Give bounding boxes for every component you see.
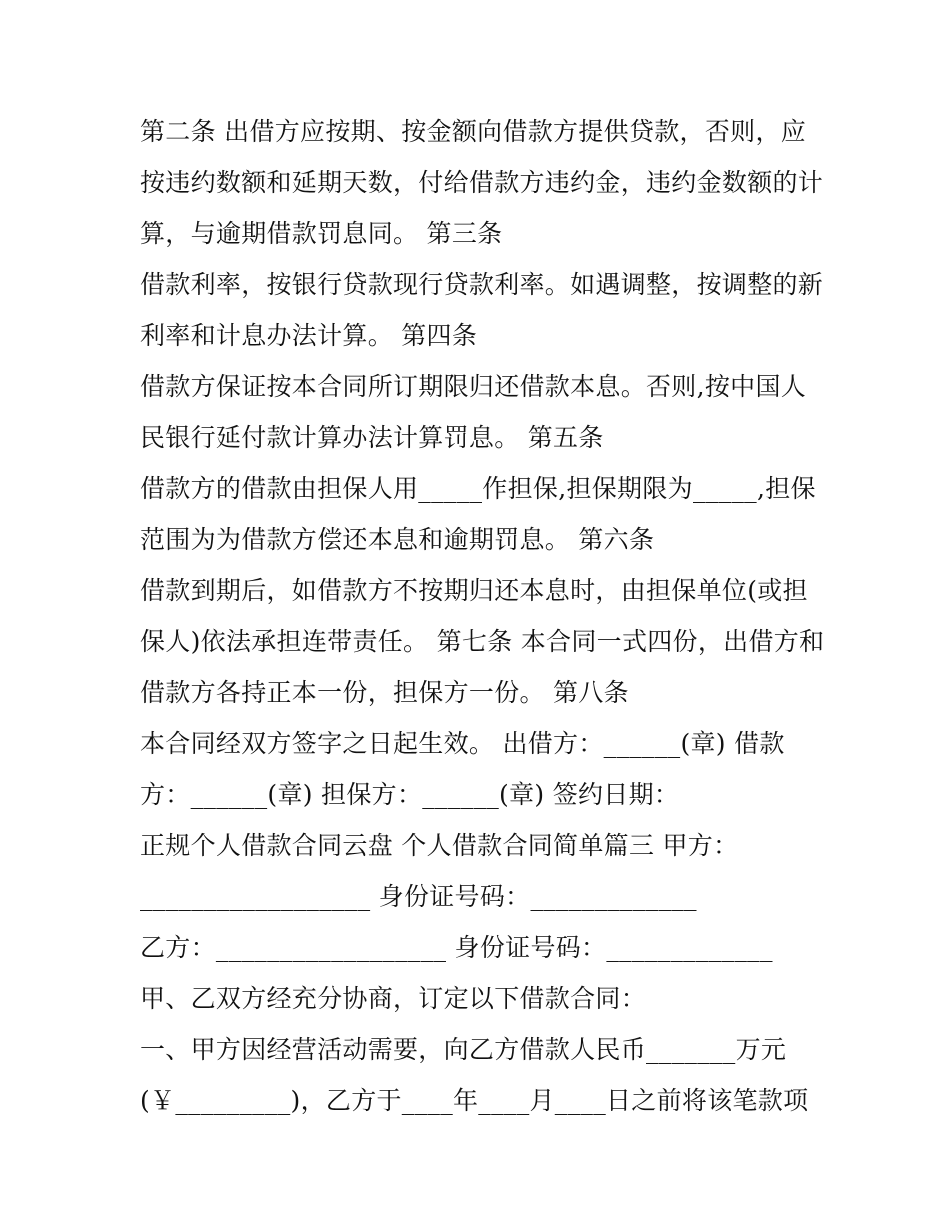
text-line: 借款到期后，如借款方不按期归还本息时，由担保单位(或担 <box>140 576 808 605</box>
text-line: __________________ 身份证号码：_____________ <box>140 882 697 911</box>
text-line: 利率和计息办法计算。 第四条 <box>140 321 478 350</box>
text-line: (￥_________)，乙方于____年____月____日之前将该笔款项 <box>140 1086 809 1115</box>
document-body <box>140 106 825 1126</box>
text-line: 按违约数额和延期天数，付给借款方违约金，违约金数额的计 <box>140 168 824 197</box>
text-line: 乙方：__________________ 身份证号码：_____________ <box>140 933 773 962</box>
text-line: 民银行延付款计算办法计算罚息。 第五条 <box>140 423 604 452</box>
text-line: 本合同经双方签字之日起生效。 出借方：______(章) 借款 <box>140 729 785 758</box>
text-line: 方：______(章) 担保方：______(章) 签约日期： <box>140 780 680 809</box>
text-line: 借款方保证按本合同所订期限归还借款本息。否则,按中国人 <box>140 372 807 401</box>
text-line: 借款利率，按银行贷款现行贷款利率。如遇调整，按调整的新 <box>140 270 824 299</box>
text-line: 借款方各持正本一份，担保方一份。 第八条 <box>140 678 629 707</box>
text-line: 正规个人借款合同云盘 个人借款合同简单篇三 甲方： <box>140 831 739 860</box>
text-line: 借款方的借款由担保人用_____作担保,担保期限为_____,担保 <box>140 474 816 503</box>
text-line: 保人)依法承担连带责任。 第七条 本合同一式四份，出借方和 <box>140 627 825 656</box>
text-line: 范围为为借款方偿还本息和逾期罚息。 第六条 <box>140 525 655 554</box>
text-line: 第二条 出借方应按期、按金额向借款方提供贷款，否则，应 <box>140 117 807 146</box>
text-line: 算，与逾期借款罚息同。 第三条 <box>140 219 503 248</box>
text-line: 一、甲方因经营活动需要，向乙方借款人民币_______万元 <box>140 1035 787 1064</box>
text-line: 甲、乙双方经充分协商，订定以下借款合同： <box>140 984 647 1013</box>
